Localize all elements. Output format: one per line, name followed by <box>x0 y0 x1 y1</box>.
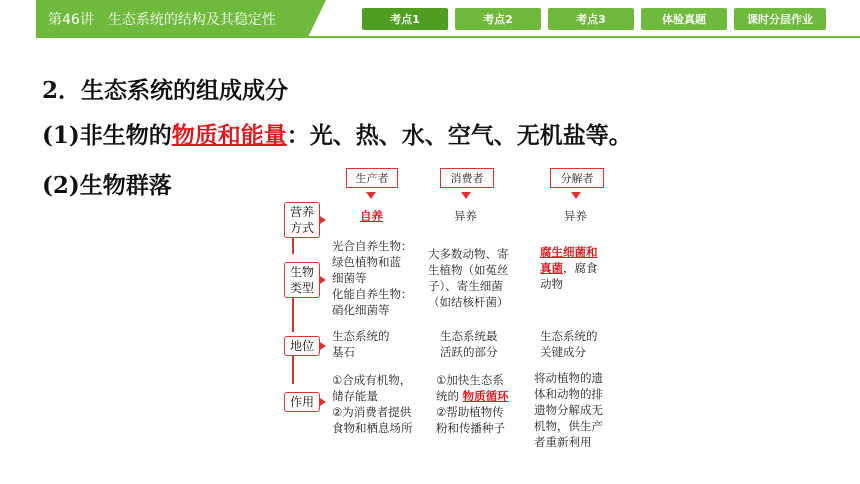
role-producer-line: 食物和栖息场所 <box>332 421 413 435</box>
role-decomposer-line: 将动植物的遗 <box>534 371 603 385</box>
type-producer-line: 细菌等 <box>332 271 367 285</box>
tab-keshi-zuoye[interactable]: 课时分层作业 <box>734 8 826 30</box>
role-consumer-highlight: 物质循环 <box>462 389 509 403</box>
type-producer-line: 化能自养生物： <box>332 287 413 301</box>
tab-kaodian-2[interactable]: 考点2 <box>455 8 541 30</box>
type-consumer-line: 大多数动物、寄 <box>428 247 509 261</box>
nonliving-line <box>42 117 632 150</box>
components-diagram <box>282 162 622 462</box>
row-label-role: 作用 <box>284 392 320 412</box>
position-producer-line: 基石 <box>332 345 355 359</box>
type-decomposer-rest-1: ，腐食 <box>563 261 598 275</box>
tab-tiyan-zhenti[interactable]: 体验真题 <box>641 8 727 30</box>
row-label-type: 生物类型 <box>284 262 320 298</box>
role-consumer-2a: 统的 <box>436 389 459 403</box>
spine-3 <box>292 354 294 384</box>
role-producer-line: 储存能量 <box>332 389 378 403</box>
role-consumer-line: ②帮助植物传 <box>436 405 504 419</box>
spine-2 <box>292 294 294 332</box>
type-decomposer-red-2: 真菌 <box>540 261 563 275</box>
type-consumer-line: （如结核杆菌） <box>428 295 509 309</box>
role-decomposer-line: 机物，供生产 <box>534 419 603 433</box>
row-label-position: 地位 <box>284 336 320 356</box>
role-decomposer-line: 体和动物的排 <box>534 387 603 401</box>
arrow-producer <box>366 192 376 199</box>
community-line: (2)生物群落 <box>42 172 172 199</box>
type-producer <box>332 238 413 318</box>
row-arrow-type <box>320 276 326 284</box>
type-producer-line: 光合自养生物： <box>332 239 413 253</box>
tab-kaodian-3[interactable]: 考点3 <box>548 8 634 30</box>
role-producer-line: ②为消费者提供 <box>332 405 412 419</box>
top-bar <box>0 0 860 36</box>
role-decomposer <box>534 370 603 450</box>
position-decomposer-line: 关键成分 <box>540 345 586 359</box>
arrow-consumer <box>461 192 471 199</box>
col-decomposer: 分解者 <box>550 168 604 188</box>
section-heading: 2．生态系统的组成成分 <box>42 77 289 104</box>
position-producer-line: 生态系统的 <box>332 329 390 343</box>
position-decomposer-line: 生态系统的 <box>540 329 598 343</box>
type-consumer-line: 生植物（如菟丝 <box>428 263 509 277</box>
role-producer-line: ①合成有机物， <box>332 373 412 387</box>
nutrition-consumer: 异养 <box>454 209 477 223</box>
role-decomposer-line: 者重新利用 <box>534 435 592 449</box>
type-consumer-line: 子）、寄生细菌 <box>428 279 503 293</box>
line1-suffix: ：光、热、水、空气、无机盐等。 <box>286 122 632 149</box>
position-producer <box>332 328 390 360</box>
line1-prefix: (1)非生物的 <box>42 122 172 149</box>
type-decomposer-rest-2: 动物 <box>540 277 563 291</box>
role-decomposer-line: 遗物分解成无 <box>534 403 603 417</box>
row-arrow-nutrition <box>320 216 326 224</box>
row-arrow-position <box>320 342 326 350</box>
spine-1 <box>292 236 294 254</box>
type-consumer <box>428 246 509 310</box>
type-producer-line: 绿色植物和蓝 <box>332 255 401 269</box>
position-consumer-line: 生态系统最 <box>440 329 498 343</box>
arrow-decomposer <box>571 192 581 199</box>
type-decomposer <box>540 244 598 292</box>
tab-kaodian-1[interactable]: 考点1 <box>362 8 448 30</box>
role-producer <box>332 372 413 436</box>
col-producer: 生产者 <box>346 168 398 188</box>
role-consumer-line: 粉和传播种子 <box>436 421 505 435</box>
row-label-nutrition: 营养方式 <box>284 202 320 238</box>
type-producer-line: 硝化细菌等 <box>332 303 390 317</box>
position-consumer-line: 活跃的部分 <box>440 345 498 359</box>
role-consumer <box>436 372 509 436</box>
row-arrow-role <box>320 398 326 406</box>
position-consumer <box>440 328 498 360</box>
type-decomposer-red-1: 腐生细菌和 <box>540 245 598 259</box>
position-decomposer <box>540 328 598 360</box>
title-underline <box>36 36 860 38</box>
col-consumer: 消费者 <box>440 168 494 188</box>
nutrition-producer: 自养 <box>360 209 383 223</box>
lesson-title: 第46讲 生态系统的结构及其稳定性 <box>48 12 276 28</box>
role-consumer-line: ①加快生态系 <box>436 373 504 387</box>
line1-highlight: 物质和能量 <box>171 122 287 149</box>
nutrition-decomposer: 异养 <box>564 209 587 223</box>
